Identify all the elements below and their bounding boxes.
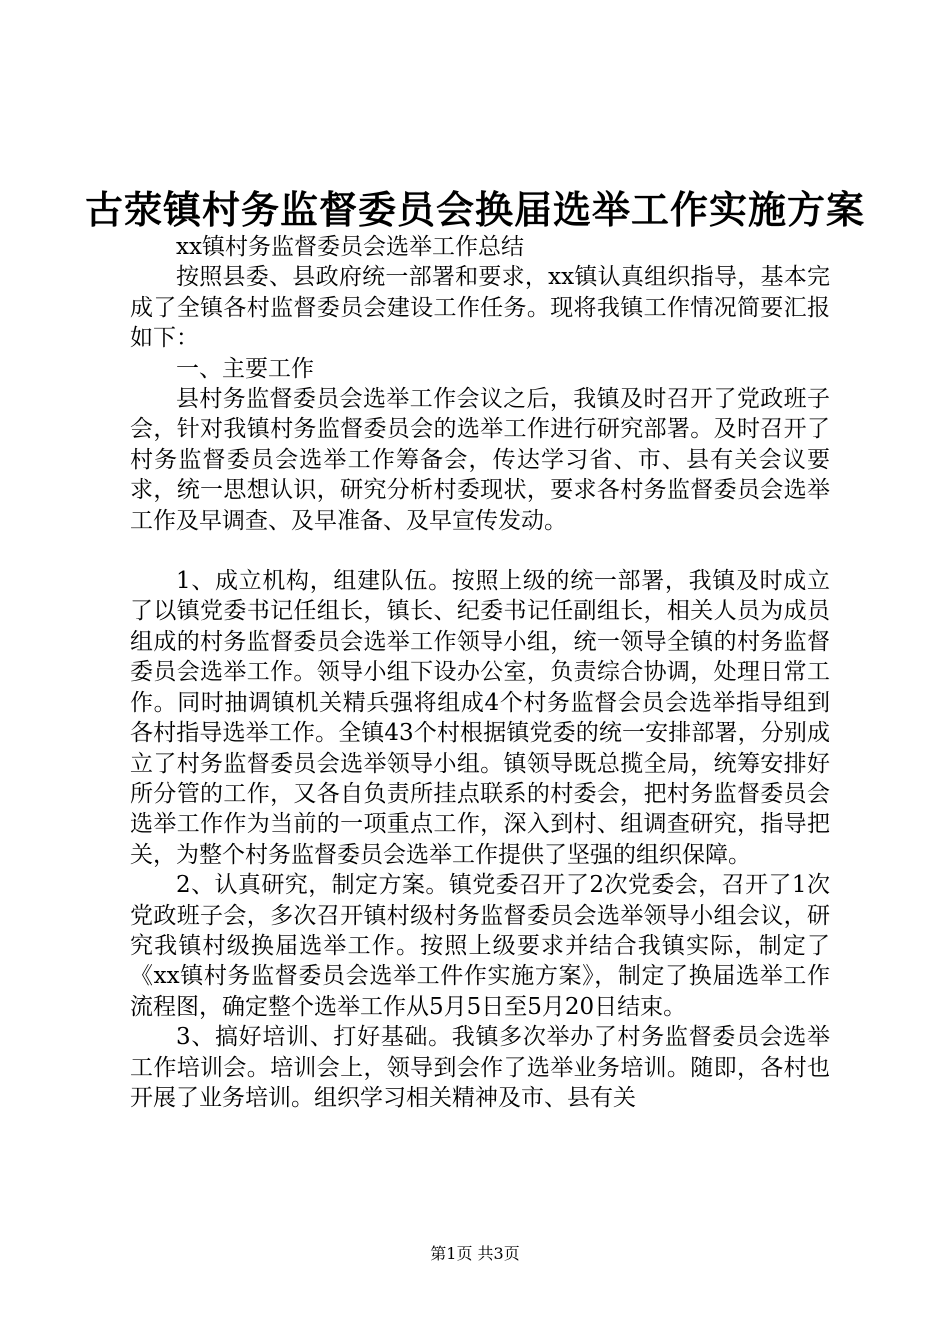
paragraph-subtitle: xx镇村务监督委员会选举工作总结 — [176, 234, 524, 260]
paragraph-overview: 县村务监督委员会选举工作会议之后，我镇及时召开了党政班子会，针对我镇村务监督委员会的选举工作进行研究部署。及时召开了村务监督委员会选举工作筹备会，传达学习省、市、县有关会议要求，统一思想认识，研究分析村委现状，要求各村务监督委员会选举工作及早调查、及早准备、及早宣传发动。 — [130, 386, 830, 534]
document-body — [130, 232, 830, 1113]
paragraph-item-2: 2、认真研究，制定方案。镇党委召开了2次党委会，召开了1次党政班子会，多次召开镇村级村务监督委员会选举领导小组会议，研究我镇村级换届选举工作。按照上级要求并结合我镇实际，制定了《xx镇村务监督委员会选举工件作实施方案》，制定了换届选举工作流程图，确定整个选举工作从5月5日至5月20日结束。 — [130, 872, 830, 1020]
page-footer: 第1页 共3页 — [430, 1244, 520, 1263]
document-title: 古荥镇村务监督委员会换届选举工作实施方案 — [84, 187, 865, 232]
section-heading: 一、主要工作 — [176, 355, 314, 382]
paragraph-intro: 按照县委、县政府统一部署和要求，xx镇认真组织指导，基本完成了全镇各村监督委员会建设工作任务。现将我镇工作情况简要汇报如下： — [130, 264, 830, 352]
paragraph-item-3: 3、搞好培训、打好基础。我镇多次举办了村务监督委员会选举工作培训会。培训会上，领导到会作了选举业务培训。随即，各村也开展了业务培训。组织学习相关精神及市、县有关 — [130, 1024, 830, 1111]
paragraph-item-1: 1、成立机构，组建队伍。按照上级的统一部署，我镇及时成立了以镇党委书记任组长，镇长、纪委书记任副组长，相关人员为成员组成的村务监督委员会选举工作领导小组，统一领导全镇的村务监督委员会选举工作。领导小组下设办公室，负责综合协调，处理日常工作。同时抽调镇机关精兵强将组成4个村务监督会员会选举指导组到各村指导选举工作。全镇43个村根据镇党委的统一安排部署，分别成立了村务监督委员会选举领导小组。镇领导既总揽全局，统筹安排好所分管的工作，又各自负责所挂点联系的村委会，把村务监督委员会选举工作作为当前的一项重点工作，深入到村、组调查研究，指导把关，为整个村务监督委员会选举工作提供了坚强的组织保障。 — [130, 568, 830, 868]
